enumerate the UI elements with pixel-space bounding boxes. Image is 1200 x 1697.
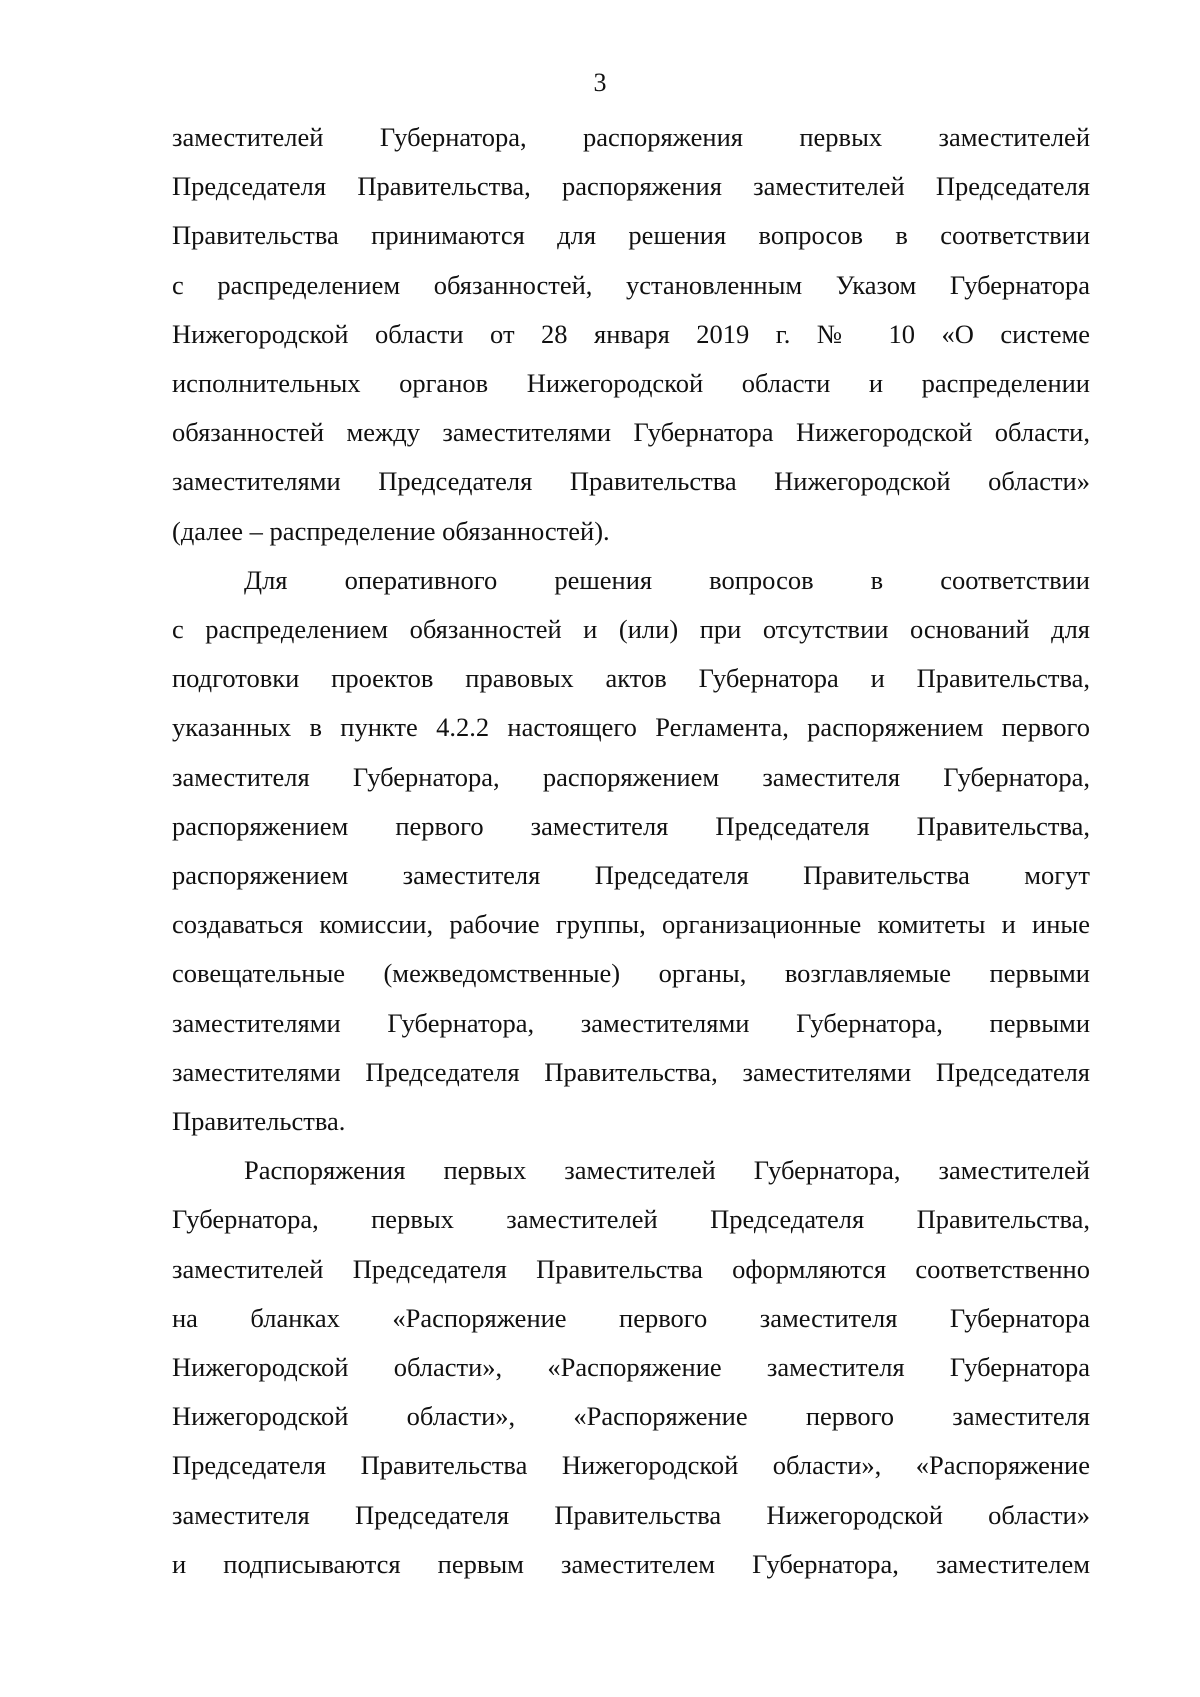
text-line: и подписываются первым заместителем Губернатора, заместителем — [172, 1548, 1090, 1579]
text-line: (далее – распределение обязанностей). — [172, 515, 610, 546]
text-line: заместителей Губернатора, распоряжения первых заместителей — [172, 122, 1090, 152]
text-line: Нижегородской области», «Распоряжение заместителя Губернатора — [172, 1352, 1090, 1383]
text-line: заместителей Председателя Правительства оформляются соответственно — [172, 1253, 1090, 1284]
text-line: Для оперативного решения вопросов в соответствии — [244, 564, 1090, 595]
text-line: на бланках «Распоряжение первого заместителя Губернатора — [172, 1302, 1090, 1333]
text-line: Председателя Правительства Нижегородской области», «Распоряжение — [172, 1450, 1090, 1481]
text-line: Правительства принимаются для решения вопросов в соответствии — [172, 220, 1090, 251]
text-line: с распределением обязанностей, установленным Указом Губернатора — [172, 269, 1090, 300]
text-line: совещательные (межведомственные) органы, возглавляемые первыми — [172, 958, 1090, 989]
text-line: Распоряжения первых заместителей Губернатора, заместителей — [244, 1155, 1090, 1186]
text-line: Председателя Правительства, распоряжения заместителей Председателя — [172, 171, 1090, 202]
text-line: распоряжением первого заместителя Председателя Правительства, — [172, 810, 1090, 841]
text-line: указанных в пункте 4.2.2 настоящего Регламента, распоряжением первого — [172, 712, 1090, 743]
text-line: заместителями Председателя Правительства, заместителями Председателя — [172, 1056, 1090, 1087]
text-line: Нижегородской области», «Распоряжение первого заместителя — [172, 1401, 1090, 1432]
text-line: обязанностей между заместителями Губернатора Нижегородской области, — [172, 417, 1090, 448]
text-line: подготовки проектов правовых актов Губернатора и Правительства, — [172, 663, 1090, 694]
paragraph-1 — [172, 113, 1090, 556]
text-line: распоряжением заместителя Председателя Правительства могут — [172, 860, 1090, 891]
document-body — [172, 113, 1090, 1589]
text-line: заместителями Председателя Правительства Нижегородской области» — [172, 466, 1090, 497]
text-line: заместителя Председателя Правительства Нижегородской области» — [172, 1499, 1090, 1530]
paragraph-2 — [172, 556, 1090, 1146]
text-line: заместителя Губернатора, распоряжением заместителя Губернатора, — [172, 761, 1090, 792]
text-line: создаваться комиссии, рабочие группы, организационные комитеты и иные — [172, 909, 1090, 940]
text-line: Губернатора, первых заместителей Председателя Правительства, — [172, 1204, 1090, 1235]
paragraph-3 — [172, 1146, 1090, 1589]
text-line: заместителями Губернатора, заместителями Губернатора, первыми — [172, 1007, 1090, 1038]
text-line: с распределением обязанностей и (или) при отсутствии оснований для — [172, 614, 1090, 645]
text-line: Нижегородской области от 28 января 2019 г. № 10 «О системе — [172, 318, 1090, 349]
page-number: 3 — [593, 68, 607, 97]
text-line: Правительства. — [172, 1106, 346, 1137]
text-line: исполнительных органов Нижегородской области и распределении — [172, 368, 1090, 399]
